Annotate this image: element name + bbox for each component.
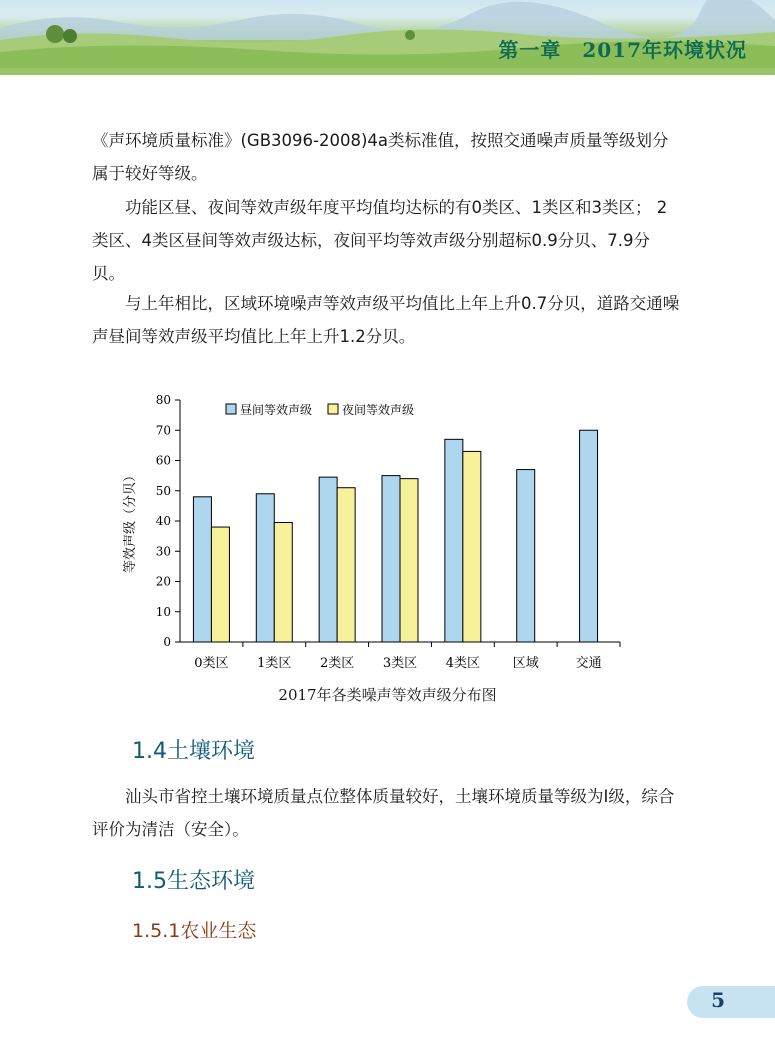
banner-strip [0, 68, 775, 75]
x-tick-label: 0类区 [194, 656, 229, 671]
bar-day-2 [256, 494, 274, 642]
section-heading-soil: 1.4土壤环境 [132, 739, 255, 764]
x-tick-label: 交通 [575, 656, 602, 671]
legend-label-night: 夜间等效声级 [342, 403, 415, 417]
chart-caption: 2017年各类噪声等效声级分布图 [278, 686, 497, 704]
x-tick-label: 区域 [512, 656, 539, 671]
paragraph-2: 功能区昼、夜间等效声级年度平均值均达标的有0类区、1类区和3类区； 2类区、4类区昼间等效声级达标，夜间平均等效声级分别超标0.9分贝、7.9分贝。 [92, 198, 668, 283]
y-tick-label: 30 [155, 544, 171, 559]
bar-day-1 [193, 497, 211, 642]
legend-swatch-day [226, 404, 236, 414]
page-number-tab [687, 986, 775, 1018]
x-tick-label: 3类区 [382, 656, 418, 671]
y-tick-label: 60 [155, 453, 171, 468]
bar-night-1 [211, 527, 229, 642]
bar-night-3 [337, 488, 355, 642]
y-tick-label: 0 [163, 635, 171, 649]
header-banner [0, 0, 775, 75]
x-tick-label: 2类区 [320, 656, 355, 671]
legend-swatch-night [328, 404, 338, 414]
y-tick-label: 80 [155, 393, 171, 407]
paragraph-4: 汕头市省控土壤环境质量点位整体质量较好，土壤环境质量等级为Ⅰ级，综合评价为清洁（安全）。 [92, 787, 675, 839]
y-tick-label: 10 [155, 604, 171, 619]
y-tick-label: 40 [155, 514, 171, 528]
paragraph-1: 《声环境质量标准》(GB3096-2008)4a类标准值，按照交通噪声质量等级划分属于较好等级。 [92, 131, 669, 183]
subsection-heading-agriculture: 1.5.1农业生态 [132, 920, 257, 942]
y-tick-label: 50 [155, 483, 171, 498]
y-tick-label: 70 [155, 423, 171, 438]
bar-day-3 [319, 477, 337, 642]
y-tick-label: 20 [155, 574, 171, 589]
bar-day-7 [580, 430, 598, 642]
bar-day-5 [445, 439, 463, 642]
bar-day-4 [382, 476, 400, 642]
bar-night-4 [400, 479, 418, 642]
noise-bar-chart [108, 382, 628, 712]
bar-night-5 [463, 451, 481, 642]
chart-svg [108, 382, 628, 682]
x-tick-label: 4类区 [445, 656, 480, 671]
bar-day-6 [517, 470, 535, 642]
bar-night-2 [274, 523, 292, 642]
section-heading-ecology: 1.5生态环境 [132, 869, 255, 894]
chapter-title: 第一章 2017年环境状况 [498, 38, 747, 62]
page-number: 5 [711, 988, 725, 1012]
legend-label-day: 昼间等效声级 [240, 403, 313, 417]
paragraph-3: 与上年相比，区域环境噪声等效声级平均值比上年上升0.7分贝，道路交通噪声昼间等效声级平均值比上年上升1.2分贝。 [92, 294, 680, 346]
y-axis-label: 等效声级（分贝） [123, 468, 138, 574]
x-tick-label: 1类区 [257, 656, 292, 671]
